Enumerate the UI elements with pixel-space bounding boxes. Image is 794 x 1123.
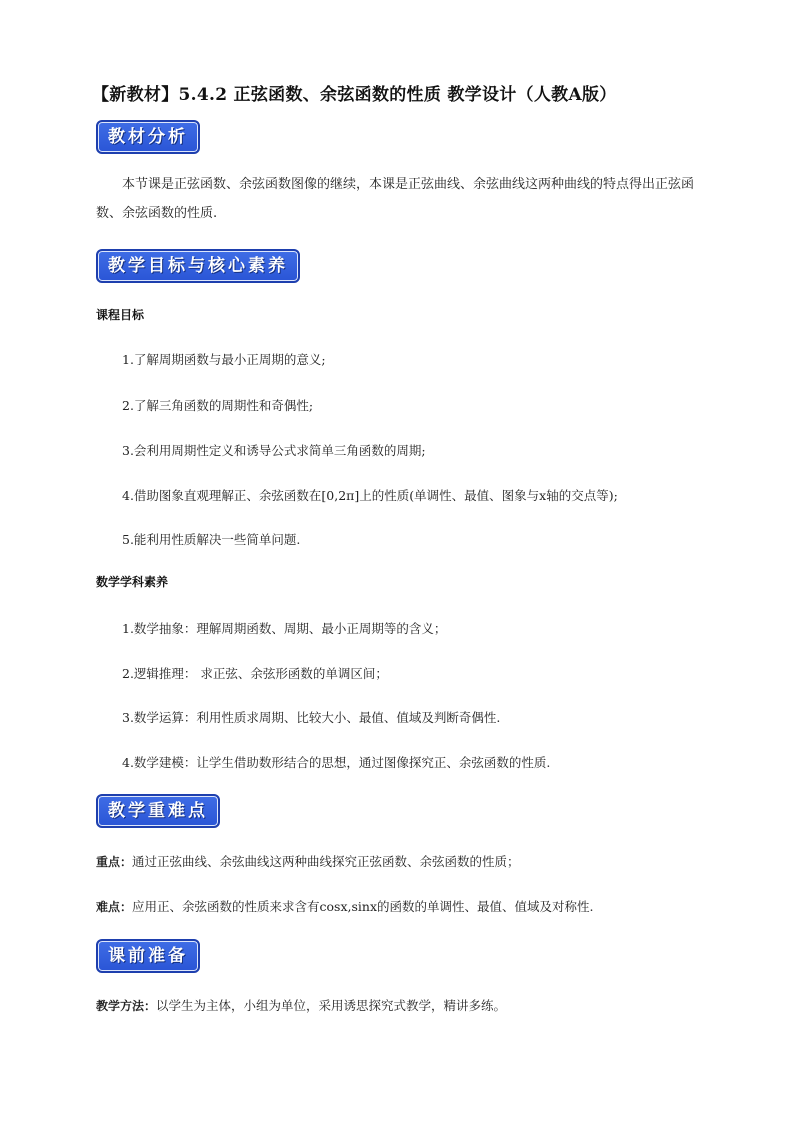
literacy-label: 数学学科素养: [96, 575, 169, 589]
analysis-text: 本节课是正弦函数、余弦函数图像的继续，本课是正弦曲线、余弦曲线这两种曲线的特点得出正弦函数、余弦函数的性质.: [96, 177, 695, 221]
key-point-label: 重点：: [96, 855, 133, 869]
difficult-point-label: 难点：: [96, 900, 133, 914]
course-goal-item: 5.能利用性质解决一些简单问题.: [122, 532, 301, 547]
document-title: 【新教材】5.4.2 正弦函数、余弦函数的性质 教学设计（人教A版）: [92, 85, 617, 105]
course-goals-label: 课程目标: [96, 308, 145, 322]
difficult-point-line: [96, 897, 593, 915]
course-goal-item: 4.借助图象直观理解正、余弦函数在[0,2π]上的性质(单调性、最值、图象与x轴的交点等);: [122, 488, 618, 503]
literacy-item: 4.数学建模：让学生借助数形结合的思想，通过图像探究正、余弦函数的性质.: [122, 755, 551, 770]
teaching-method-label: 教学方法：: [96, 999, 157, 1013]
course-goal-item: 1.了解周期函数与最小正周期的意义;: [122, 352, 326, 367]
literacy-item: 1.数学抽象：理解周期函数、周期、最小正周期等的含义；: [122, 621, 447, 636]
literacy-item: 2.逻辑推理： 求正弦、余弦形函数的单调区间；: [122, 666, 388, 681]
teaching-method-text: 以学生为主体，小组为单位，采用诱思探究式教学，精讲多练。: [156, 998, 507, 1013]
key-point-line: [96, 852, 520, 870]
section-badge-preparation: 课前准备: [96, 939, 200, 973]
key-point-text: 通过正弦曲线、余弦曲线这两种曲线探究正弦函数、余弦函数的性质；: [132, 854, 520, 869]
section-badge-goals: 教学目标与核心素养: [96, 249, 300, 283]
course-goal-item: 3.会利用周期性定义和诱导公式求简单三角函数的周期;: [122, 443, 426, 458]
teaching-method-line: [96, 996, 506, 1014]
literacy-item: 3.数学运算：利用性质求周期、比较大小、最值、值域及判断奇偶性.: [122, 710, 501, 725]
section-badge-analysis: 教材分析: [96, 120, 200, 154]
section-badge-key-points: 教学重难点: [96, 794, 220, 828]
course-goal-item: 2.了解三角函数的周期性和奇偶性;: [122, 398, 314, 413]
analysis-paragraph: [96, 170, 706, 228]
difficult-point-text: 应用正、余弦函数的性质来求含有cosx,sinx的函数的单调性、最值、值域及对称性.: [132, 899, 594, 914]
